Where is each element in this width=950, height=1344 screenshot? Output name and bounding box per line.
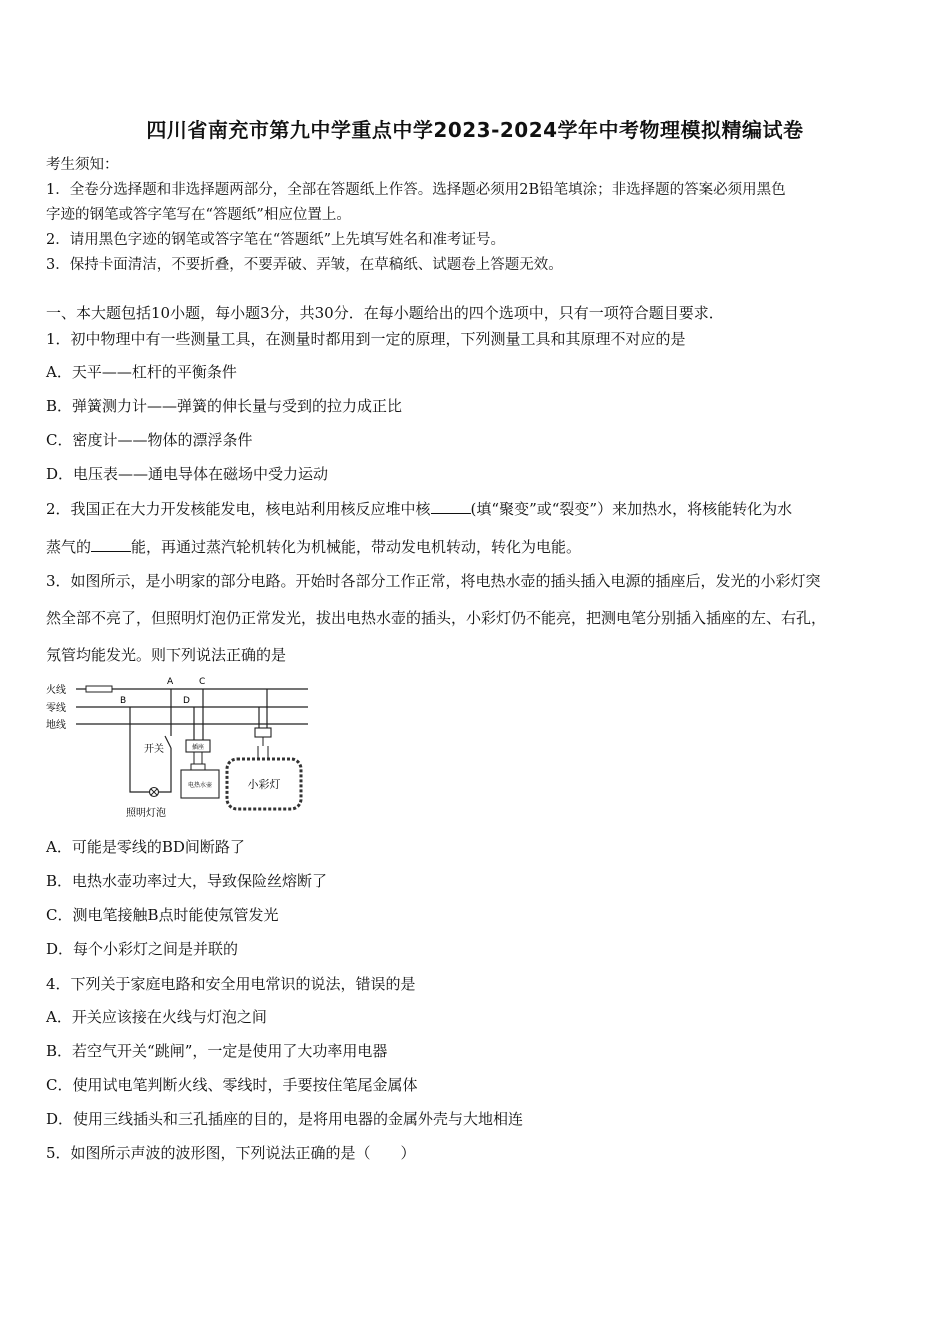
- q1-option-a: A．天平——杠杆的平衡条件: [46, 363, 237, 381]
- neutral-wire-label: 零线: [46, 703, 66, 714]
- notice-item: 3．保持卡面清洁，不要折叠，不要弄破、弄皱，在草稿纸、试题卷上答题无效。: [46, 257, 563, 273]
- q3-option-d: D．每个小彩灯之间是并联的: [46, 940, 239, 958]
- question-1-stem: 1．初中物理中有一些测量工具，在测量时都用到一定的原理，下列测量工具和其原理不对应的是: [46, 330, 686, 348]
- answer-blank: [431, 499, 471, 514]
- answer-blank: [91, 537, 131, 552]
- point-c-label: C: [199, 677, 206, 687]
- switch-label: 开关: [144, 744, 164, 755]
- ground-wire-label: 地线: [46, 720, 66, 731]
- notice-heading: 考生须知：: [46, 157, 119, 173]
- exam-title: 四川省南充市第九中学重点中学2023-2024学年中考物理模拟精编试卷: [146, 118, 804, 142]
- notice-item: 2．请用黑色字迹的钢笔或答字笔在“答题纸”上先填写姓名和准考证号。: [46, 232, 506, 248]
- point-d-label: D: [183, 696, 190, 706]
- point-a-label: A: [167, 677, 174, 687]
- question-2-line-2: [46, 536, 581, 557]
- point-b-label: B: [120, 696, 127, 706]
- q4-option-a: A．开关应该接在火线与灯泡之间: [46, 1008, 267, 1026]
- kettle-label: 电热水壶: [187, 782, 213, 789]
- q2-text: 蒸气的: [46, 538, 92, 556]
- question-3-line: 氖管均能发光。则下列说法正确的是: [46, 646, 287, 664]
- q3-option-c: C．测电笔接触B点时能使氖管发光: [46, 906, 279, 924]
- q4-option-c: C．使用试电笔判断火线、零线时，手要按住笔尾金属体: [46, 1076, 418, 1094]
- question-2-line-1: [46, 498, 792, 519]
- q1-option-b: B．弹簧测力计——弹簧的伸长量与受到的拉力成正比: [46, 397, 403, 415]
- notice-item: 字迹的钢笔或答字笔写在“答题纸”相应位置上。: [46, 207, 351, 223]
- q3-option-a: A．可能是零线的BD间断路了: [46, 838, 245, 856]
- q1-option-c: C．密度计——物体的漂浮条件: [46, 431, 253, 449]
- question-3-line: 然全部不亮了，但照明灯泡仍正常发光，拔出电热水壶的插头，小彩灯仍不能亮，把测电笔分别插入插座的左、右孔，: [46, 609, 827, 627]
- circuit-diagram: [46, 676, 312, 822]
- question-4-stem: 4．下列关于家庭电路和安全用电常识的说法，错误的是: [46, 975, 416, 993]
- q2-text: 能，再通过蒸汽轮机转化为机械能，带动发电机转动，转化为电能。: [131, 538, 582, 556]
- plug-icon: [255, 728, 271, 737]
- notice-item: 1．全卷分选择题和非选择题两部分，全部在答题纸上作答。选择题必须用2B铅笔填涂；非选择题的答案必须用黑色: [46, 182, 786, 198]
- question-3-line: 3．如图所示，是小明家的部分电路。开始时各部分工作正常，将电热水壶的插头插入电源的插座后，发光的小彩灯突: [46, 572, 821, 590]
- fuse-icon: [86, 686, 112, 692]
- section-heading: 一、本大题包括10小题，每小题3分，共30分．在每小题给出的四个选项中，只有一项符合题目要求．: [46, 304, 724, 322]
- live-wire-label: 火线: [46, 685, 66, 696]
- switch-icon: [165, 736, 171, 748]
- q3-option-b: B．电热水壶功率过大，导致保险丝熔断了: [46, 872, 328, 890]
- q4-option-b: B．若空气开关“跳闸”，一定是使用了大功率用电器: [46, 1042, 388, 1060]
- question-5-stem: 5．如图所示声波的波形图，下列说法正确的是（ ）: [46, 1144, 416, 1162]
- q2-text: (填“聚变”或“裂变”）来加热水，将核能转化为水: [470, 500, 793, 518]
- small-lights-label: 小彩灯: [247, 778, 281, 791]
- q2-text: 2．我国正在大力开发核能发电，核电站利用核反应堆中核: [46, 500, 431, 518]
- socket-label: 插座: [191, 744, 205, 751]
- q4-option-d: D．使用三线插头和三孔插座的目的，是将用电器的金属外壳与大地相连: [46, 1110, 524, 1128]
- q1-option-d: D．电压表——通电导体在磁场中受力运动: [46, 465, 329, 483]
- bulb-label: 照明灯泡: [126, 808, 166, 819]
